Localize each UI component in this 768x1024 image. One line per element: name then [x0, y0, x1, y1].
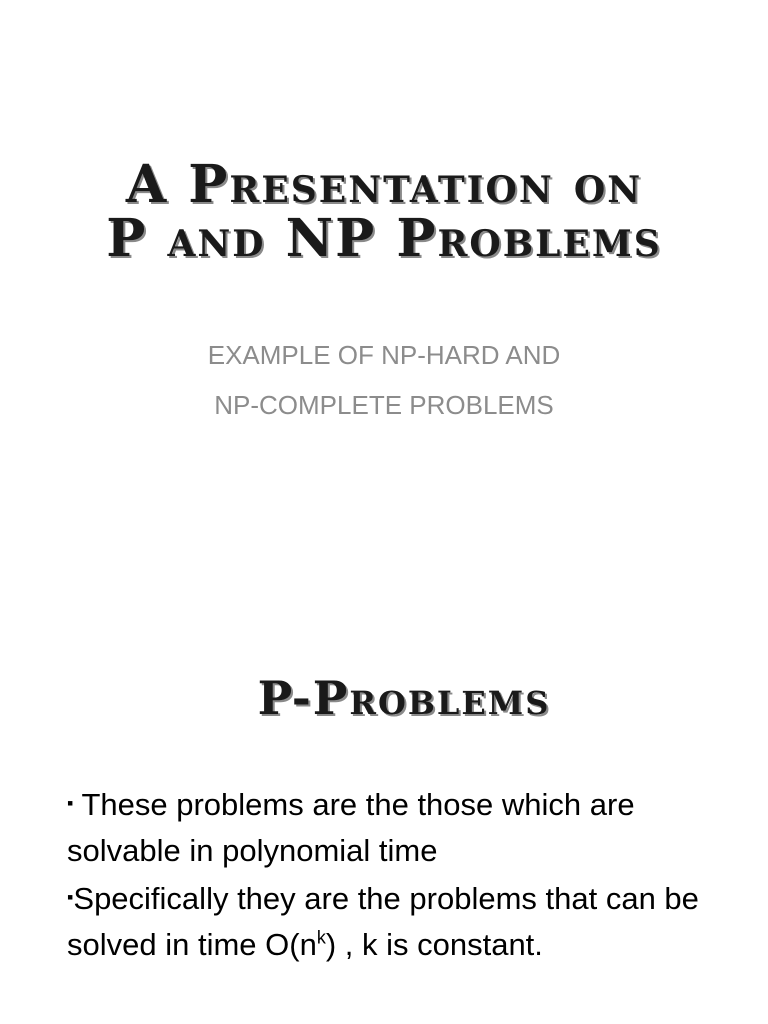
bullet-square-icon: ▪ [67, 793, 74, 813]
section-title: P-Problems [257, 671, 551, 725]
presentation-subtitle [0, 330, 768, 430]
bullet-text-2-after: ) , k is constant. [325, 927, 543, 962]
subtitle-line-1: EXAMPLE OF NP-HARD AND [207, 340, 561, 370]
bullet-item-2 [67, 874, 747, 968]
bullet-square-icon: ▪ [67, 887, 74, 907]
presentation-title [0, 154, 768, 269]
title-line-2: P and NP Problems [106, 208, 662, 269]
subtitle-line-2: NP-COMPLETE PROBLEMS [214, 390, 554, 420]
slide-p-problems [0, 620, 768, 1024]
bullet-text-2-before: Specifically they are the problems that can be solved in time O(n [67, 881, 699, 962]
bullet-item-1 [67, 780, 747, 874]
bullet-list [67, 780, 747, 968]
title-line-1: A Presentation on [125, 154, 643, 215]
bullet-text-1: These problems are the those which are solvable in polynomial time [67, 787, 635, 868]
bullet-text-2-superscript: k [316, 927, 326, 948]
